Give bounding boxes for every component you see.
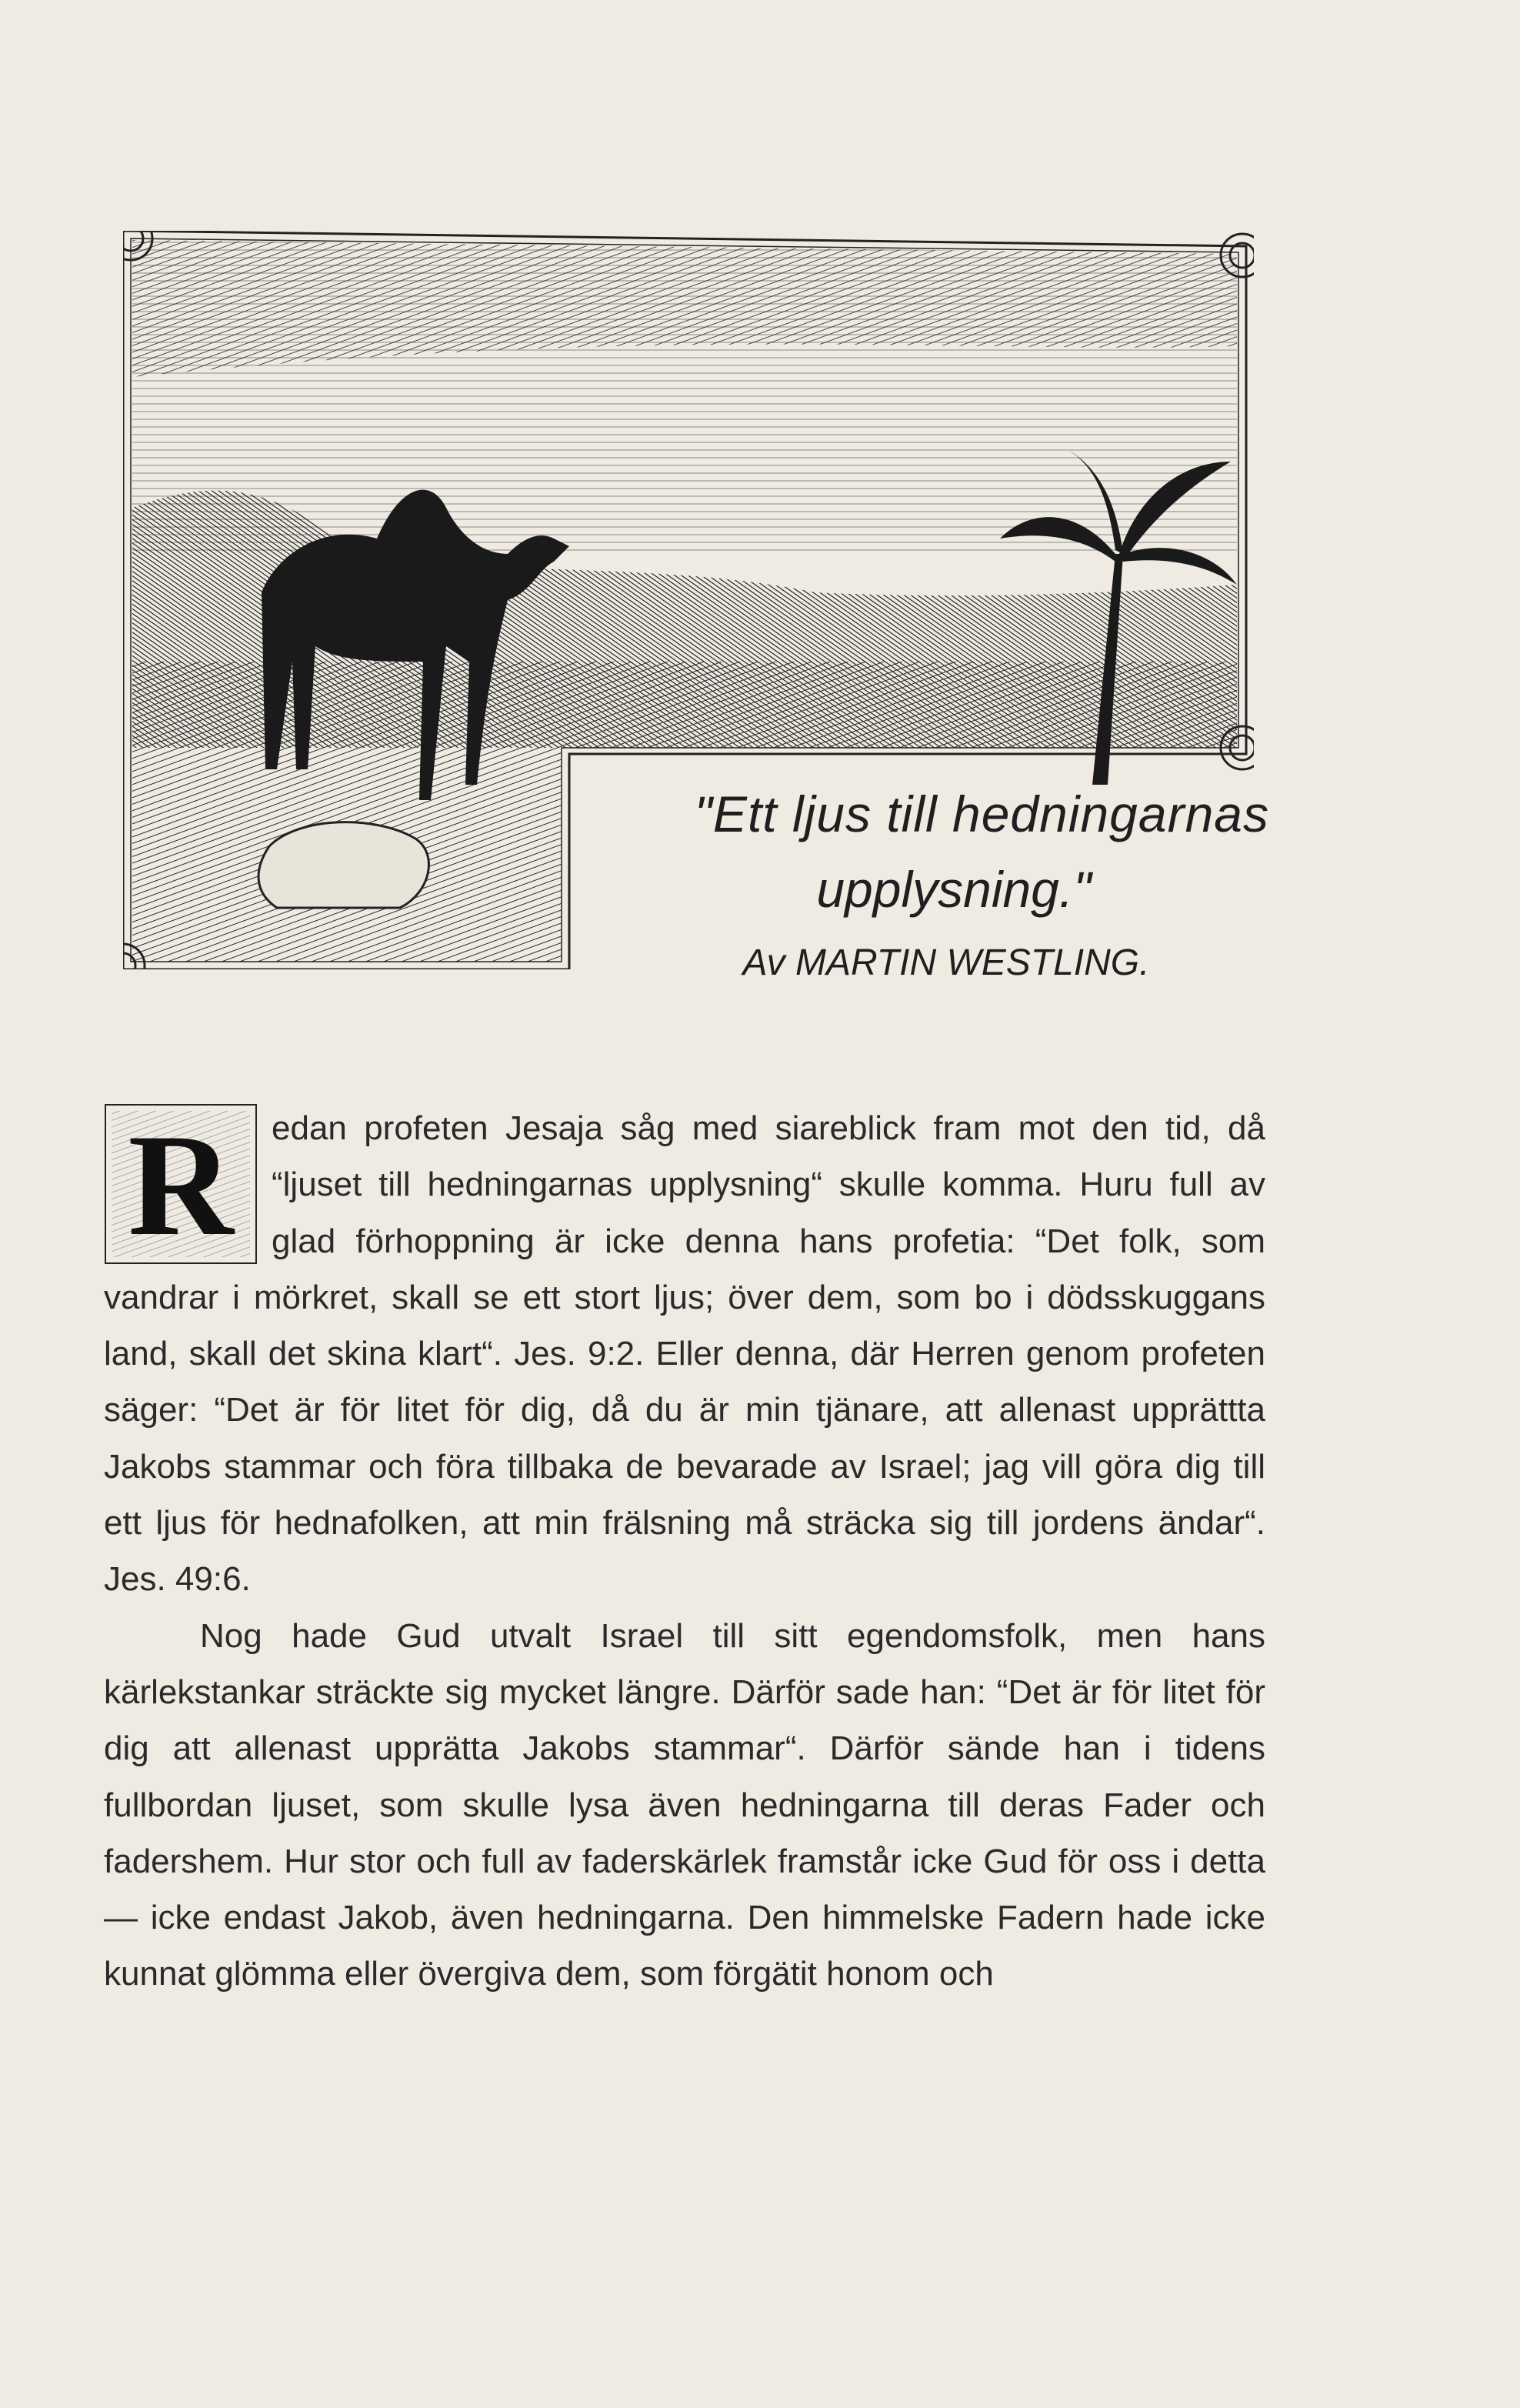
paragraph-2: Nog hade Gud utvalt Israel till sitt egendomsfolk, men hans kärlekstankar sträckte sig mycket längre. Därför sade han: “Det är för litet för dig att allenast upprätta Jakobs stammar“. Därför sände han i tidens fullbordan ljuset, som skulle lysa även hedningarna till deras Fader och fadershem. Hur stor och full av faderskärlek framstår icke Gud för oss i detta — icke endast Jakob, även hedningarna. Den himmelske Fadern hade icke kunnat glömma eller övergiva dem, som förgätit honom och	[104, 1616, 1265, 1993]
paragraph-1: edan profeten Jesaja såg med siareblick fram mot den tid, då “ljuset till hedningarnas upplysning“ skulle komma. Huru full av glad förhoppning är icke denna hans profetia: “Det folk, som vandrar i mörkret, skall se ett stort ljus; över dem, som bo i dödsskuggans land, skall det skina klart“. Jes. 9:2. Eller denna, där Herren genom profeten säger: “Det är för litet för dig, då du är min tjänare, att allenast upprättta Jakobs stammar och föra tillbaka de bevarade av Israel; jag vill göra dig till ett ljus för hednafolken, att min frälsning må sträcka sig till jordens ändar“. Jes. 49:6.	[104, 1109, 1265, 1599]
ornamental-dropcap-icon	[104, 1103, 258, 1265]
author-byline: Av MARTIN WESTLING.	[742, 942, 1150, 983]
title-line-1: "Ett ljus till hedningarnas	[694, 785, 1269, 842]
article-title	[585, 785, 1277, 984]
dropcap-letter	[104, 1103, 258, 1265]
article-body	[104, 1100, 1265, 2003]
title-line-2: upplysning."	[816, 861, 1092, 918]
svg-text:R: R	[128, 1105, 234, 1265]
